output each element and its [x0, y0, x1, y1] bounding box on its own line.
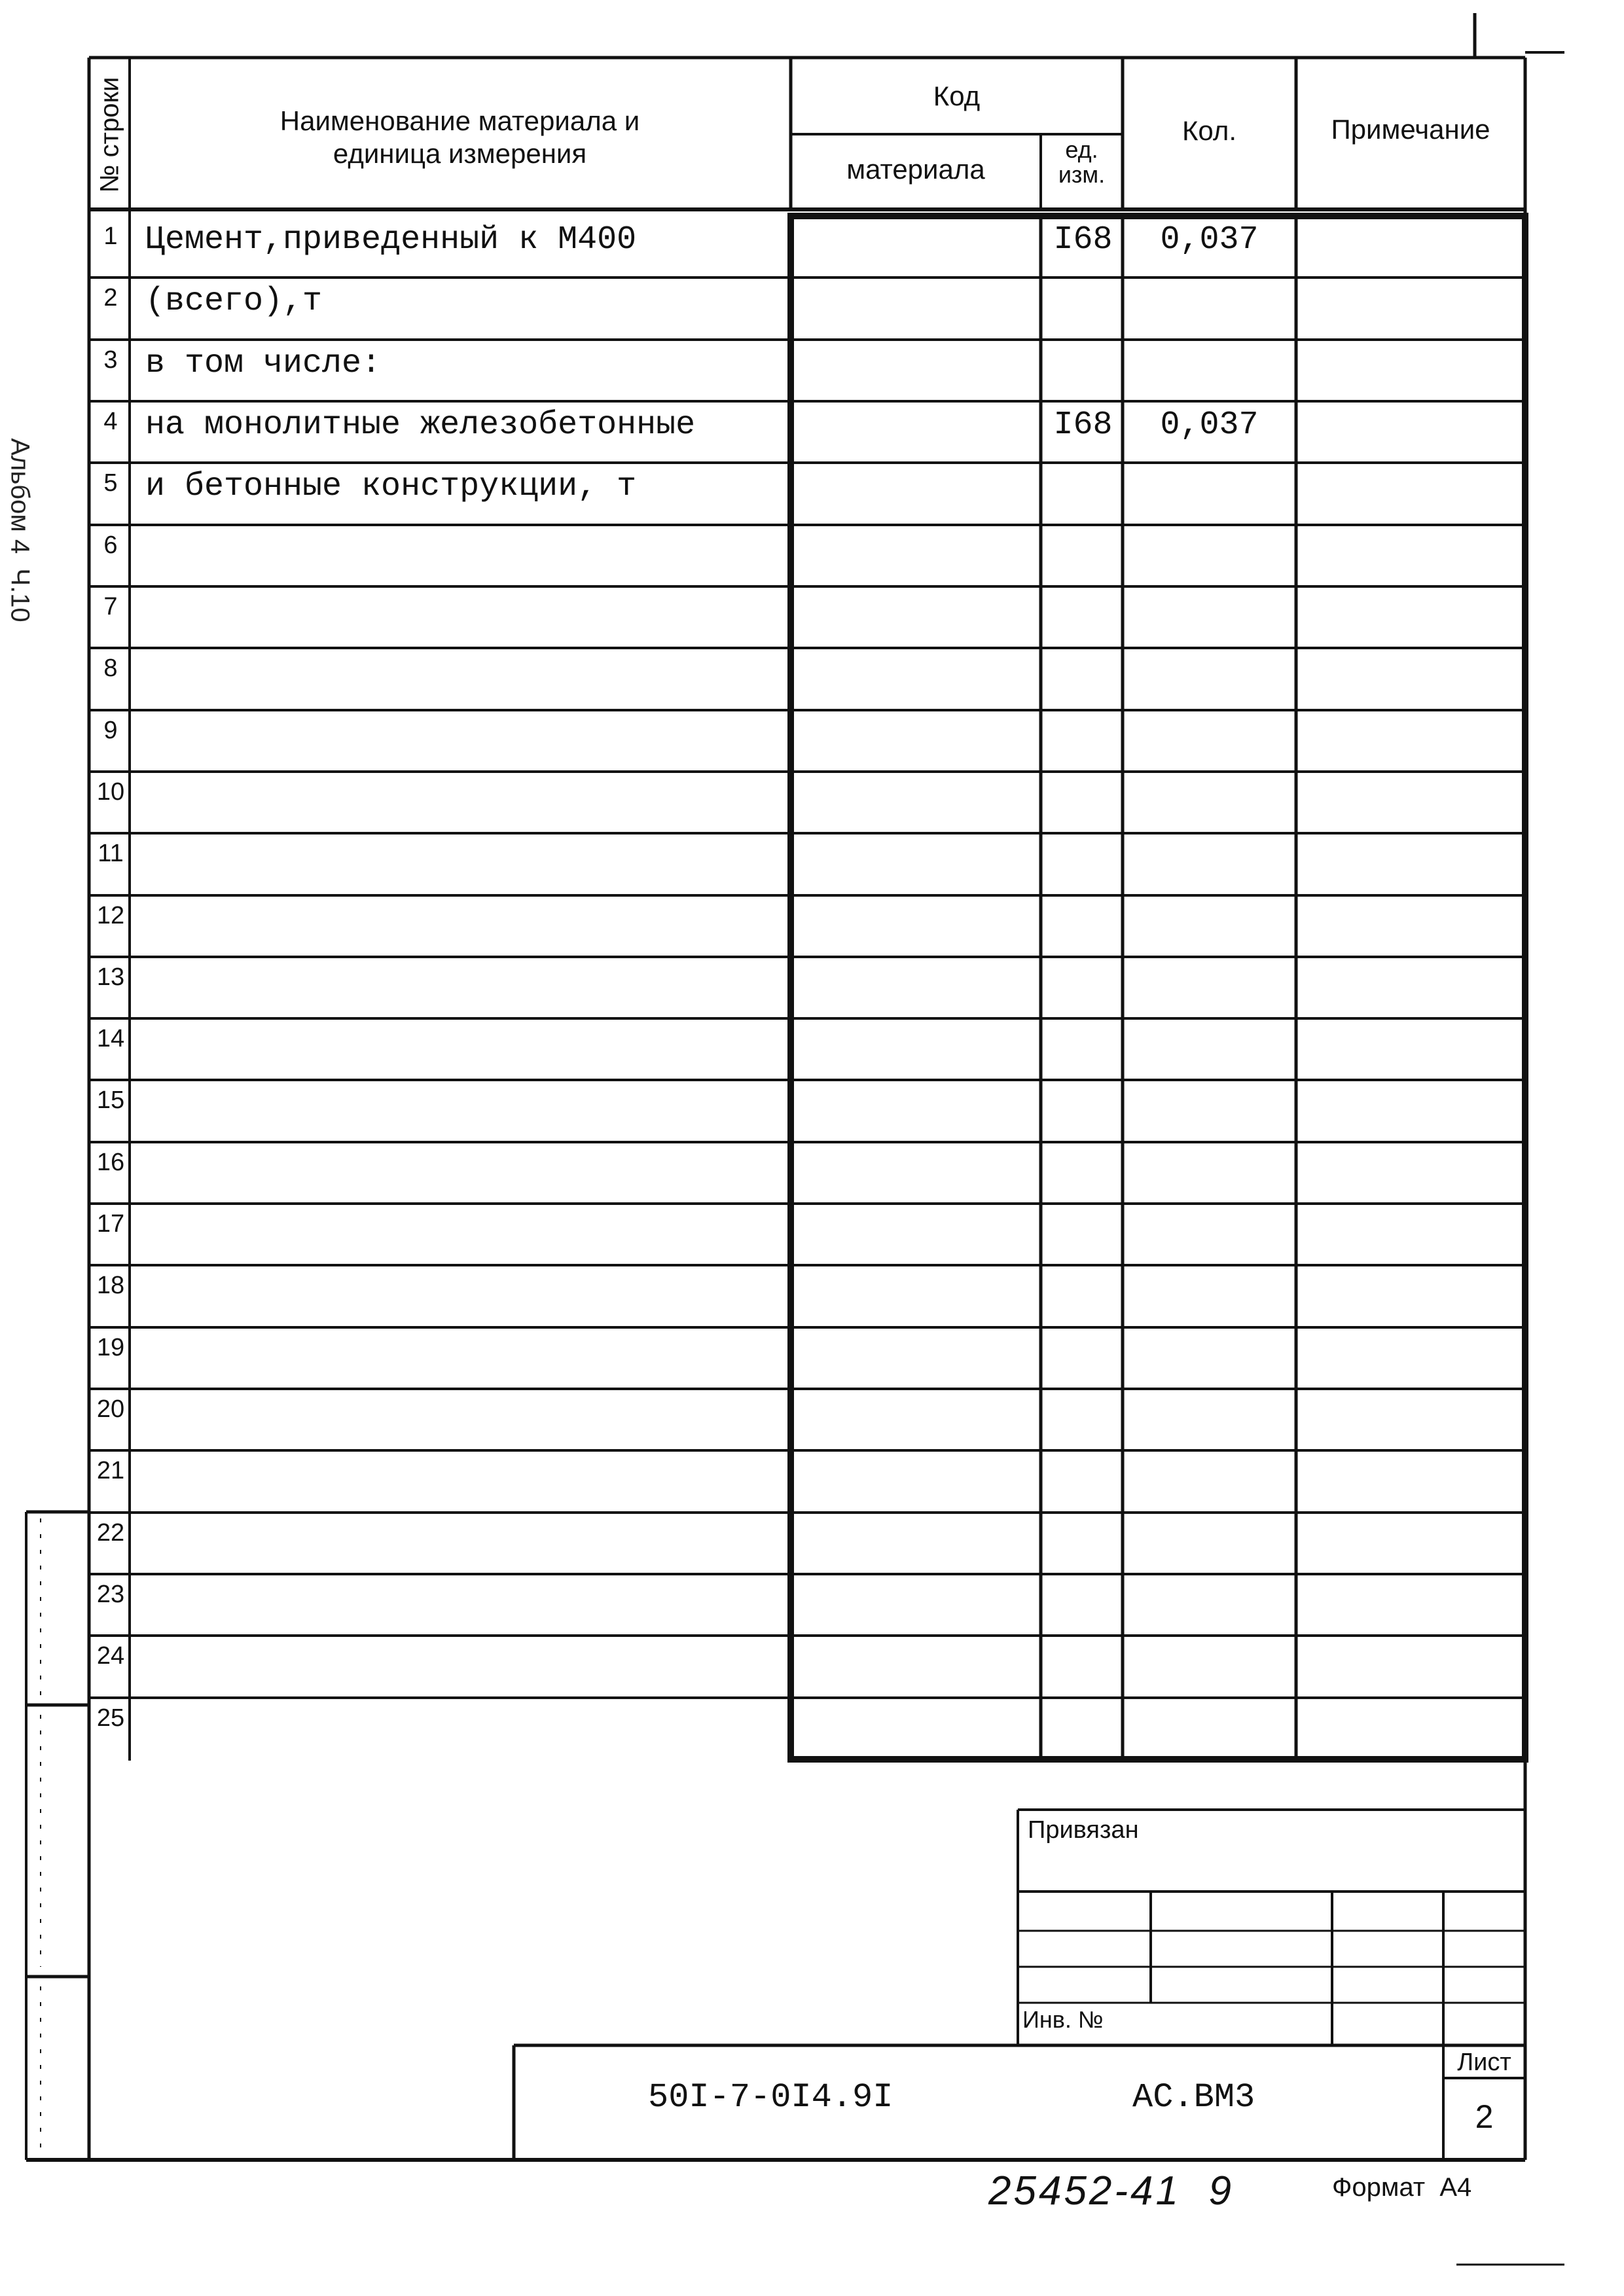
table-row	[89, 1080, 1525, 1141]
row-number: 19	[96, 1333, 125, 1361]
row-number-header	[93, 63, 127, 207]
quantity-cell: 0,037	[1160, 406, 1259, 444]
row-number: 24	[96, 1642, 125, 1670]
sheet-number: 2	[1475, 2098, 1494, 2135]
unit-code-cell: I68	[1053, 406, 1113, 444]
table-row	[89, 463, 1525, 524]
table-row	[89, 216, 1525, 278]
album-margin-text: Альбом 4 Ч.10	[5, 438, 35, 622]
table-row	[89, 340, 1525, 401]
row-number: 9	[103, 716, 118, 744]
document-code: 50I-7-0I4.9I	[648, 2078, 893, 2117]
row-number: 21	[96, 1457, 125, 1485]
row-number-header-text: № строки	[95, 77, 124, 193]
material-name-header-line1: Наименование материала и	[280, 105, 640, 136]
unit-code-header-line1: ед.	[1065, 136, 1098, 163]
material-name-cell: (всего),т	[145, 283, 323, 321]
table-row	[89, 525, 1525, 586]
table-row	[89, 1636, 1525, 1697]
unit-code-header	[1041, 137, 1123, 187]
material-name-cell: в том числе:	[145, 344, 382, 382]
table-row	[89, 1204, 1525, 1265]
table-row	[89, 278, 1525, 339]
material-name-cell: и бетонные конструкции, т	[145, 468, 637, 506]
table-row	[89, 1265, 1525, 1327]
row-number: 14	[96, 1025, 125, 1053]
quantity-header: Кол.	[1182, 115, 1237, 146]
material-name-cell: на монолитные железобетонные	[145, 406, 696, 444]
table-row	[89, 895, 1525, 957]
row-number: 18	[96, 1272, 125, 1300]
table-row	[89, 1389, 1525, 1450]
paper-format: Формат А4	[1332, 2173, 1472, 2202]
row-number: 16	[96, 1148, 125, 1176]
table-row	[89, 772, 1525, 833]
row-number: 6	[103, 531, 118, 559]
unit-code-header-line2: изм.	[1058, 161, 1106, 188]
inventory-number-label: Инв. №	[1022, 2006, 1104, 2033]
table-row	[89, 710, 1525, 772]
row-number: 11	[98, 840, 124, 868]
quantity-cell: 0,037	[1160, 221, 1259, 259]
row-number: 8	[103, 655, 118, 683]
row-number: 20	[96, 1395, 125, 1424]
code-header: Код	[933, 81, 981, 111]
material-name-cell: Цемент,приведенный к М400	[145, 221, 637, 259]
handwritten-archive-number: 25452-41 9	[988, 2168, 1234, 2214]
row-number: 10	[96, 778, 125, 806]
note-header: Примечание	[1331, 114, 1490, 145]
bound-label: Привязан	[1028, 1816, 1139, 1844]
unit-code-cell: I68	[1053, 221, 1113, 259]
row-number: 4	[103, 407, 118, 435]
table-row	[89, 1513, 1525, 1574]
table-row	[89, 1142, 1525, 1204]
material-code-header: материала	[846, 154, 985, 185]
row-number: 22	[96, 1518, 125, 1547]
material-name-header	[131, 105, 789, 170]
row-number: 13	[96, 963, 125, 991]
row-number: 23	[96, 1581, 125, 1609]
table-row	[89, 586, 1525, 648]
row-number: 7	[103, 592, 118, 620]
row-number: 3	[103, 346, 118, 374]
row-number: 12	[96, 901, 125, 929]
row-number: 15	[96, 1086, 125, 1115]
sheet-label: Лист	[1457, 2049, 1511, 2076]
material-name-header-line2: единица измерения	[333, 138, 587, 169]
row-number: 25	[96, 1704, 125, 1732]
table-row	[89, 648, 1525, 709]
table-row	[89, 401, 1525, 463]
table-row	[89, 1698, 1525, 1759]
document-mark: АС.ВМ3	[1132, 2078, 1255, 2117]
table-row	[89, 1018, 1525, 1080]
table-row	[89, 1327, 1525, 1389]
table-row	[89, 957, 1525, 1018]
table-row	[89, 1574, 1525, 1636]
row-number: 2	[103, 284, 118, 312]
row-number: 5	[103, 469, 118, 497]
row-number: 17	[96, 1210, 125, 1238]
row-number: 1	[103, 223, 118, 250]
table-row	[89, 1450, 1525, 1512]
table-row	[89, 833, 1525, 895]
